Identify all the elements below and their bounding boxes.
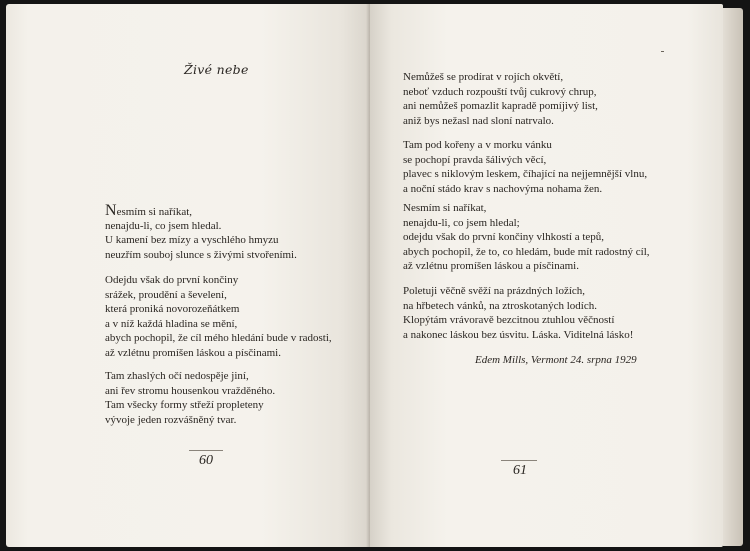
poem-line: vývoje jeden rozvášněný tvar.: [105, 413, 237, 426]
poem-line: na hřbetech vánků, na ztroskotaných lodích.: [403, 299, 597, 312]
poem-line: abych pochopil, že cíl mého hledání bude v radosti,: [105, 332, 332, 345]
drop-cap: N: [105, 202, 117, 219]
left-page: [6, 4, 370, 547]
poem-line: a nakonec láskou bez úsvitu. Láska. Viditelná lásko!: [403, 328, 634, 341]
poem-line: až vzlétnu promíšen láskou a písčinami.: [105, 346, 281, 359]
left-stanza-1: [105, 204, 297, 262]
poem-line: Klopýtám vrávoravě bezcitnou ztuhlou věčností: [403, 314, 615, 327]
poem-line: odejdu však do první končiny vlhkostí a tepů,: [403, 231, 605, 244]
poem-line: aniž bys nežasl nad sloní natrvalo.: [403, 114, 554, 127]
poem-line: Tam všecky formy střeží propleteny: [105, 399, 264, 412]
poem-signature: Edem Mills, Vermont 24. srpna 1929: [475, 354, 637, 366]
poem-line: která proniká novorozeňátkem: [105, 303, 240, 316]
right-stanza-1: [403, 70, 598, 128]
poem-line: ani řev stromu housenkou vražděného.: [105, 384, 276, 397]
poem-line: nenajdu-li, co jsem hledal.: [105, 219, 222, 232]
page-edge: [723, 8, 743, 546]
poem-line: a noční stádo krav s nachovýma nohama žen.: [403, 182, 603, 195]
poem-line: neuzřím souboj slunce s živými stvořeními.: [105, 248, 297, 261]
right-stanza-2: [403, 138, 647, 196]
left-stanza-3: [105, 369, 275, 427]
right-stanza-4: [403, 284, 633, 342]
paper-speck: [661, 51, 664, 52]
page-number: 60: [199, 453, 213, 468]
page-number-rule: [501, 460, 537, 461]
poem-line: se pochopí pravda šálivých věcí,: [403, 153, 547, 166]
poem-line: Poletuji věčně svěží na prázdných ložích,: [403, 285, 586, 297]
poem-line: abych pochopil, že to, co hledám, bude mít radostný cíl,: [403, 245, 650, 258]
poem-line: Odejdu však do první končiny: [105, 274, 239, 286]
poem-line: nenajdu-li, co jsem hledal;: [403, 216, 520, 229]
poem-line: ani nemůžeš pomazlit kapradě pomíjivý list,: [403, 100, 598, 113]
poem-line: a v níž každá hladina se mění,: [105, 317, 238, 330]
poem-line: Nesmím si naříkat,: [403, 202, 487, 214]
right-stanza-3: [403, 201, 650, 274]
page-number-rule: [189, 450, 223, 451]
poem-line: až vzlétnu promíšen láskou a písčinami.: [403, 260, 579, 273]
right-page: [370, 4, 723, 547]
left-stanza-2: [105, 273, 332, 361]
poem-line: U kamení bez mízy a vyschlého hmyzu: [105, 234, 279, 247]
poem-title: Živé nebe: [184, 62, 249, 77]
poem-line: Tam pod kořeny a v morku vánku: [403, 139, 552, 151]
poem-line-text: esmím si naříkat,: [116, 206, 193, 218]
poem-line: plavec s niklovým leskem, číhající na nejjemnější vlnu,: [403, 168, 648, 181]
poem-line: [105, 204, 297, 219]
page-number: 61: [513, 463, 527, 478]
poem-line: Nemůžeš se prodírat v rojích okvětí,: [403, 71, 564, 83]
poem-line: Tam zhaslých očí nedospěje jiní,: [105, 370, 249, 382]
poem-line: neboť vzduch rozpouští tvůj cukrový chrup,: [403, 85, 597, 98]
poem-line: srážek, proudění a ševelení,: [105, 288, 227, 301]
